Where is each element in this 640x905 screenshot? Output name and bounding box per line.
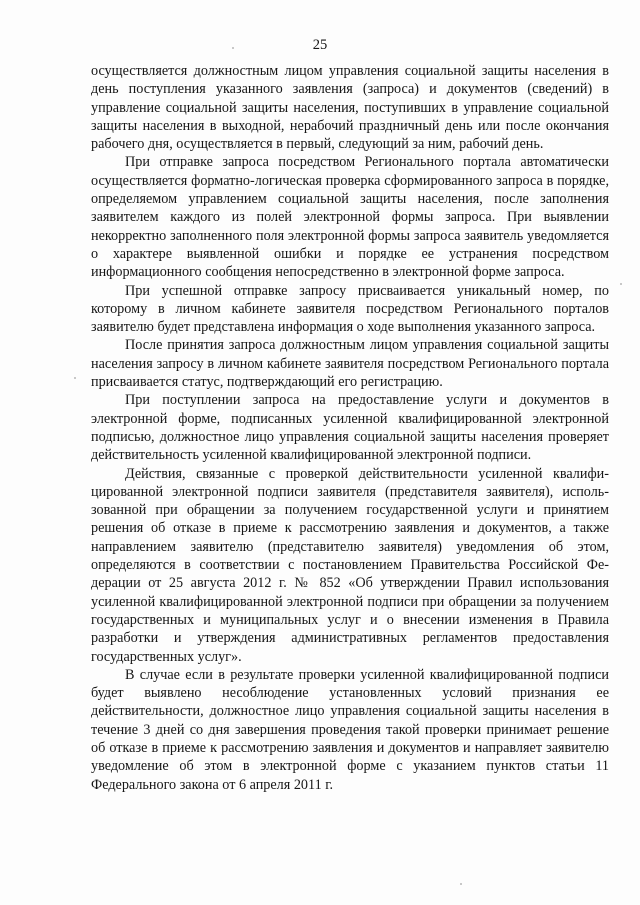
paragraph-3: При успешной отправке запросу присваивается уникальный номер, по которому в личном кабинете заявителя посредством Регионального порталов заявителю будет представлена информация о ходе выполнения указанного запроса. — [91, 282, 609, 336]
paragraph-6: Действия, связанные с проверкой действительности усиленной квалифицированной электронной подписи заявителя (представителя заявителя), использованной при обращении за получением государственной услуги и принятием решения об отказе в приеме к рассмотрению заявления и документов, а также направлением заявителю (представителю заявителя) уведомления об этом, определяются в соответствии с постановлением Правительства Российской Федерации от 25 августа 2012 г. № 852 «Об утверждении Правил использования усиленной квалифицированной электронной подписи при обращении за получением государственных и муниципальных услуг и о внесении изменения в Правила разработки и утверждения административных регламентов предоставления государственных услуг». — [91, 465, 609, 665]
paragraph-5: При поступлении запроса на предоставление услуги и документов в электронной форме, подписанных усиленной квалифицированной электронной подписью, должностное лицо управления социальной защиты населения проверяет действительность усиленной квалифицированной электронной подписи. — [91, 392, 609, 464]
paragraph-1: осуществляется должностным лицом управления социальной защиты населения в день поступления указанного заявления (запроса) и документов (сведений) в управление социальной защиты населения, поступивших в управление социальной защиты населения в выходной, нерабочий праздничный день или после окончания рабочего дня, осуществляется в первый, следующий за ним, рабочий день. — [91, 63, 609, 153]
paragraph-7: В случае если в результате проверки усиленной квалифицированной подписи будет выявлено несоблюдение установленных условий признания ее действительности, должностное лицо управления социальной защиты населения в течение 3 дней со дня завершения проведения такой проверки принимает решение об отказе в приеме к рассмотрению заявления и документов и направляет заявителю уведомление об этом в электронной форме с указанием пунктов статьи 11 Федерального закона от 6 апреля 2011 г. — [91, 666, 609, 793]
paragraph-2: При отправке запроса посредством Регионального портала автоматически осуществляется форматно-логическая проверка сформированного запроса в порядке, определяемом управлением социальной защиты населения, после заполнения заявителем каждого из полей электронной формы запроса. При выявлении некорректно заполненного поля электронной формы запроса заявитель уведомляется о характере выявленной ошибки и порядке ее устранения посредством информационного сообщения непосредственно в электронной форме запроса. — [91, 154, 609, 281]
page-number: 25 — [312, 37, 328, 53]
scan-speck — [232, 47, 234, 49]
paragraph-4: После принятия запроса должностным лицом управления социальной защиты населения запросу в личном кабинете заявителя посредством Регионального портала присваивается статус, подтверждающий его регистрацию. — [91, 337, 609, 391]
scan-speck — [74, 377, 76, 379]
scan-speck — [460, 883, 462, 885]
scan-speck — [620, 283, 622, 285]
document-body — [91, 62, 609, 794]
